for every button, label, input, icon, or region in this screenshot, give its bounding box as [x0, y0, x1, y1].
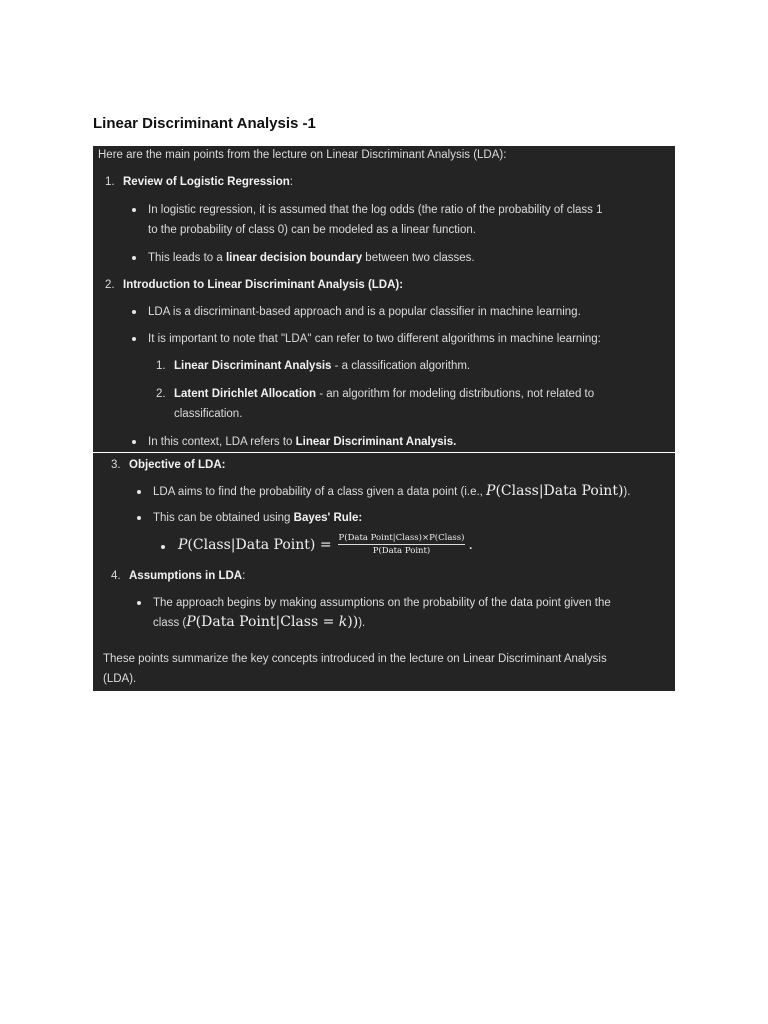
math-variable: P [486, 483, 496, 499]
section-2-number: 2. [105, 279, 115, 291]
bullet-text: class ( [153, 617, 187, 629]
section-3-bullet-1 [153, 483, 630, 500]
bullet-text: ). [358, 617, 366, 629]
subitem-title: Linear Discriminant Analysis [174, 360, 332, 372]
formula-lhs: (Class|Data Point) = [187, 536, 332, 553]
summary-line-2: (LDA). [103, 673, 137, 685]
section-4-bullet-1-line-2 [153, 614, 365, 631]
subitem-text: - a classification algorithm. [331, 360, 471, 372]
section-3-heading [111, 457, 225, 473]
section-3-bullet-2 [153, 510, 362, 526]
bullet-dot [132, 310, 136, 314]
subitem-text: - an algorithm for modeling distributions, not related to [316, 388, 595, 400]
section-4-heading [111, 568, 245, 584]
section-1-bullet-1-line-1: In logistic regression, it is assumed that the log odds (the ratio of the probability of class 1 [148, 204, 603, 216]
subitem-number: 1. [156, 360, 166, 372]
bullet-text: This can be obtained using [153, 512, 294, 524]
bullet-dot [137, 601, 141, 605]
section-3-title: Objective of LDA: [129, 459, 226, 471]
lecture-summary-panel-part-1 [93, 146, 675, 452]
section-2-bullet-3 [148, 434, 456, 450]
bullet-dot [132, 208, 136, 212]
bullet-emphasis: Linear Discriminant Analysis. [295, 436, 457, 448]
section-2-subitem-2-continuation: classification. [174, 408, 243, 420]
section-1-bullet-1-line-2: to the probability of class 0) can be modeled as a linear function. [148, 224, 476, 236]
formula-denominator: P(Data Point) [372, 546, 431, 556]
section-2-bullet-2: It is important to note that "LDA" can refer to two different algorithms in machine learning: [148, 333, 601, 345]
formula-numerator: P(Data Point|Class)×P(Class) [338, 533, 465, 543]
formula-period: . [468, 536, 473, 553]
intro-text: Here are the main points from the lecture on Linear Discriminant Analysis (LDA): [98, 149, 507, 161]
subitem-title: Latent Dirichlet Allocation [174, 388, 317, 400]
bullet-dot [137, 516, 141, 520]
bullet-dot [132, 256, 136, 260]
document-title: Linear Discriminant Analysis -1 [93, 115, 316, 132]
bullet-emphasis: linear decision boundary [225, 252, 363, 264]
section-4-title: Assumptions in LDA [129, 570, 243, 582]
bullet-text: between two classes. [362, 252, 475, 264]
lecture-summary-panel-part-2 [93, 453, 675, 691]
math-expression: (Data Point|Class = [195, 614, 339, 630]
math-expression: )) [347, 614, 359, 630]
section-2-bullet-1: LDA is a discriminant-based approach and is a popular classifier in machine learning. [148, 306, 581, 318]
section-1-number: 1. [105, 176, 115, 188]
subitem-number: 2. [156, 388, 166, 400]
bullet-text: In this context, LDA refers to [148, 436, 296, 448]
section-2-title: Introduction to Linear Discriminant Analysis (LDA): [123, 279, 404, 291]
bayes-rule-formula [178, 533, 473, 556]
section-2-heading [105, 277, 403, 293]
section-2-subitem-1 [156, 358, 470, 374]
formula-fraction [338, 533, 466, 556]
math-variable: P [186, 614, 196, 630]
math-variable: P [178, 536, 188, 553]
section-4-bullet-1-line-1: The approach begins by making assumptions on the probability of the data point given the [153, 597, 611, 609]
math-expression: (Class|Data Point) [495, 483, 624, 499]
section-1-colon: : [289, 176, 293, 188]
bullet-text: ). [623, 486, 631, 498]
bullet-emphasis: Bayes' Rule: [293, 512, 363, 524]
section-4-colon: : [242, 570, 246, 582]
bullet-dot [132, 440, 136, 444]
section-2-subitem-2 [156, 386, 594, 402]
section-4-number: 4. [111, 570, 121, 582]
bullet-dot [137, 490, 141, 494]
section-1-bullet-2 [148, 250, 475, 266]
section-1-title: Review of Logistic Regression [123, 176, 290, 188]
bullet-dot [132, 337, 136, 341]
bullet-dot [161, 545, 165, 549]
summary-line-1: These points summarize the key concepts introduced in the lecture on Linear Discriminant Analysis [103, 653, 607, 665]
math-variable: k [338, 614, 348, 630]
bullet-text: This leads to a [148, 252, 226, 264]
section-3-number: 3. [111, 459, 121, 471]
bullet-text: LDA aims to find the probability of a class given a data point (i.e., [153, 486, 487, 498]
section-1-heading [105, 174, 293, 190]
